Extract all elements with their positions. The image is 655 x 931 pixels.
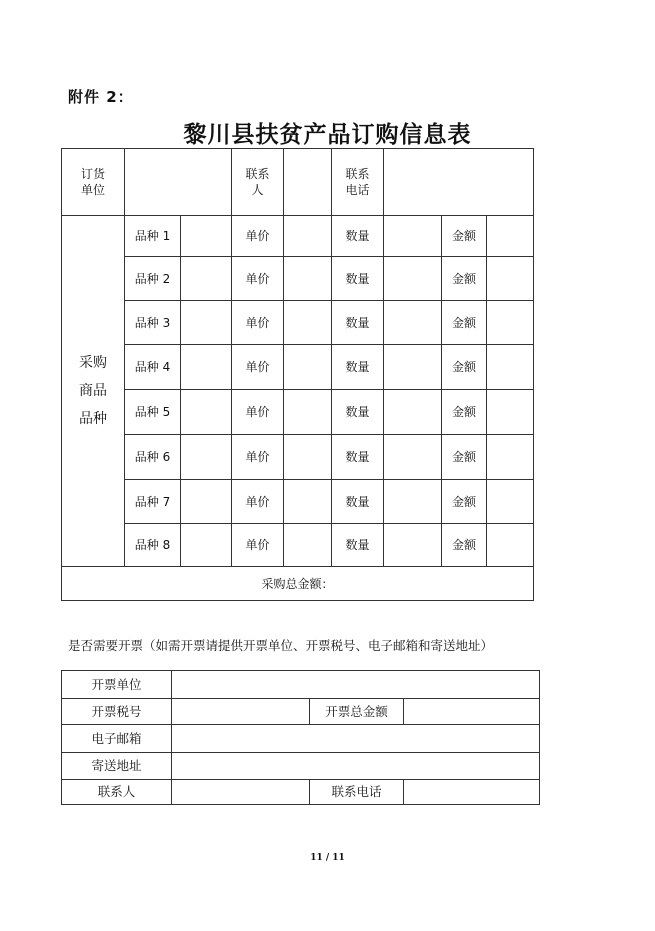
quantity-label: 数量 <box>332 301 384 345</box>
quantity-field[interactable] <box>384 480 442 524</box>
price-label: 单价 <box>232 345 284 390</box>
phone-field[interactable] <box>384 149 534 216</box>
invoice-address-row <box>62 753 540 780</box>
price-label: 单价 <box>232 257 284 301</box>
item-label: 品种 1 <box>125 216 181 257</box>
phone-label: 联系 电话 <box>332 149 384 216</box>
amount-field[interactable] <box>487 216 534 257</box>
invoice-tax-row <box>62 699 540 725</box>
price-label: 单价 <box>232 435 284 480</box>
item-row <box>62 345 534 390</box>
quantity-field[interactable] <box>384 345 442 390</box>
page-title: 黎川县扶贫产品订购信息表 <box>183 122 472 148</box>
item-row <box>62 301 534 345</box>
quantity-field[interactable] <box>384 216 442 257</box>
quantity-label: 数量 <box>332 257 384 301</box>
price-field[interactable] <box>284 480 332 524</box>
amount-label: 金额 <box>442 390 487 435</box>
item-name-field[interactable] <box>181 301 232 345</box>
invoice-contact-field[interactable] <box>172 780 310 805</box>
quantity-label: 数量 <box>332 216 384 257</box>
amount-label: 金额 <box>442 524 487 567</box>
amount-field[interactable] <box>487 524 534 567</box>
price-label: 单价 <box>232 390 284 435</box>
invoice-address-field[interactable] <box>172 753 540 780</box>
invoice-phone-label: 联系电话 <box>310 780 404 805</box>
invoice-tax-field[interactable] <box>172 699 310 725</box>
item-row <box>62 257 534 301</box>
item-label: 品种 2 <box>125 257 181 301</box>
invoice-note: 是否需要开票（如需开票请提供开票单位、开票税号、电子邮箱和寄送地址） <box>68 638 494 653</box>
amount-label: 金额 <box>442 435 487 480</box>
price-field[interactable] <box>284 301 332 345</box>
order-unit-field[interactable] <box>125 149 232 216</box>
amount-label: 金额 <box>442 216 487 257</box>
item-label: 品种 4 <box>125 345 181 390</box>
item-name-field[interactable] <box>181 435 232 480</box>
amount-field[interactable] <box>487 257 534 301</box>
page-number: 11 / 11 <box>310 853 345 863</box>
invoice-contact-label: 联系人 <box>62 780 172 805</box>
item-label: 品种 7 <box>125 480 181 524</box>
invoice-total-field[interactable] <box>404 699 540 725</box>
quantity-field[interactable] <box>384 301 442 345</box>
invoice-address-label: 寄送地址 <box>62 753 172 780</box>
contact-label: 联系 人 <box>232 149 284 216</box>
item-row <box>62 480 534 524</box>
price-label: 单价 <box>232 301 284 345</box>
quantity-label: 数量 <box>332 345 384 390</box>
amount-field[interactable] <box>487 435 534 480</box>
invoice-unit-row <box>62 671 540 699</box>
quantity-field[interactable] <box>384 435 442 480</box>
quantity-field[interactable] <box>384 390 442 435</box>
price-field[interactable] <box>284 257 332 301</box>
amount-field[interactable] <box>487 345 534 390</box>
item-label: 品种 6 <box>125 435 181 480</box>
price-field[interactable] <box>284 435 332 480</box>
item-name-field[interactable] <box>181 257 232 301</box>
item-name-field[interactable] <box>181 390 232 435</box>
item-row <box>62 216 534 257</box>
contact-field[interactable] <box>284 149 332 216</box>
invoice-tax-label: 开票税号 <box>62 699 172 725</box>
invoice-phone-field[interactable] <box>404 780 540 805</box>
amount-field[interactable] <box>487 301 534 345</box>
total-label: 采购总金额： <box>62 567 534 601</box>
quantity-field[interactable] <box>384 257 442 301</box>
item-label: 品种 5 <box>125 390 181 435</box>
item-row <box>62 524 534 567</box>
item-name-field[interactable] <box>181 480 232 524</box>
price-field[interactable] <box>284 524 332 567</box>
item-name-field[interactable] <box>181 345 232 390</box>
amount-label: 金额 <box>442 345 487 390</box>
item-name-field[interactable] <box>181 216 232 257</box>
price-label: 单价 <box>232 480 284 524</box>
amount-label: 金额 <box>442 480 487 524</box>
total-row <box>62 567 534 601</box>
invoice-table <box>61 670 540 805</box>
item-label: 品种 8 <box>125 524 181 567</box>
item-label: 品种 3 <box>125 301 181 345</box>
order-table <box>61 148 534 601</box>
invoice-email-label: 电子邮箱 <box>62 725 172 753</box>
price-label: 单价 <box>232 216 284 257</box>
order-header-row <box>62 149 534 216</box>
amount-field[interactable] <box>487 390 534 435</box>
invoice-email-row <box>62 725 540 753</box>
invoice-email-field[interactable] <box>172 725 540 753</box>
quantity-field[interactable] <box>384 524 442 567</box>
item-row <box>62 390 534 435</box>
quantity-label: 数量 <box>332 435 384 480</box>
category-label: 采购 商品 品种 <box>62 216 125 567</box>
invoice-unit-label: 开票单位 <box>62 671 172 699</box>
amount-field[interactable] <box>487 480 534 524</box>
invoice-unit-field[interactable] <box>172 671 540 699</box>
attachment-label: 附件 2： <box>68 88 134 106</box>
amount-label: 金额 <box>442 257 487 301</box>
quantity-label: 数量 <box>332 390 384 435</box>
item-name-field[interactable] <box>181 524 232 567</box>
invoice-total-label: 开票总金额 <box>310 699 404 725</box>
quantity-label: 数量 <box>332 480 384 524</box>
item-row <box>62 435 534 480</box>
price-field[interactable] <box>284 216 332 257</box>
order-unit-label: 订货 单位 <box>62 149 125 216</box>
quantity-label: 数量 <box>332 524 384 567</box>
price-field[interactable] <box>284 345 332 390</box>
amount-label: 金额 <box>442 301 487 345</box>
price-field[interactable] <box>284 390 332 435</box>
invoice-contact-row <box>62 780 540 805</box>
price-label: 单价 <box>232 524 284 567</box>
